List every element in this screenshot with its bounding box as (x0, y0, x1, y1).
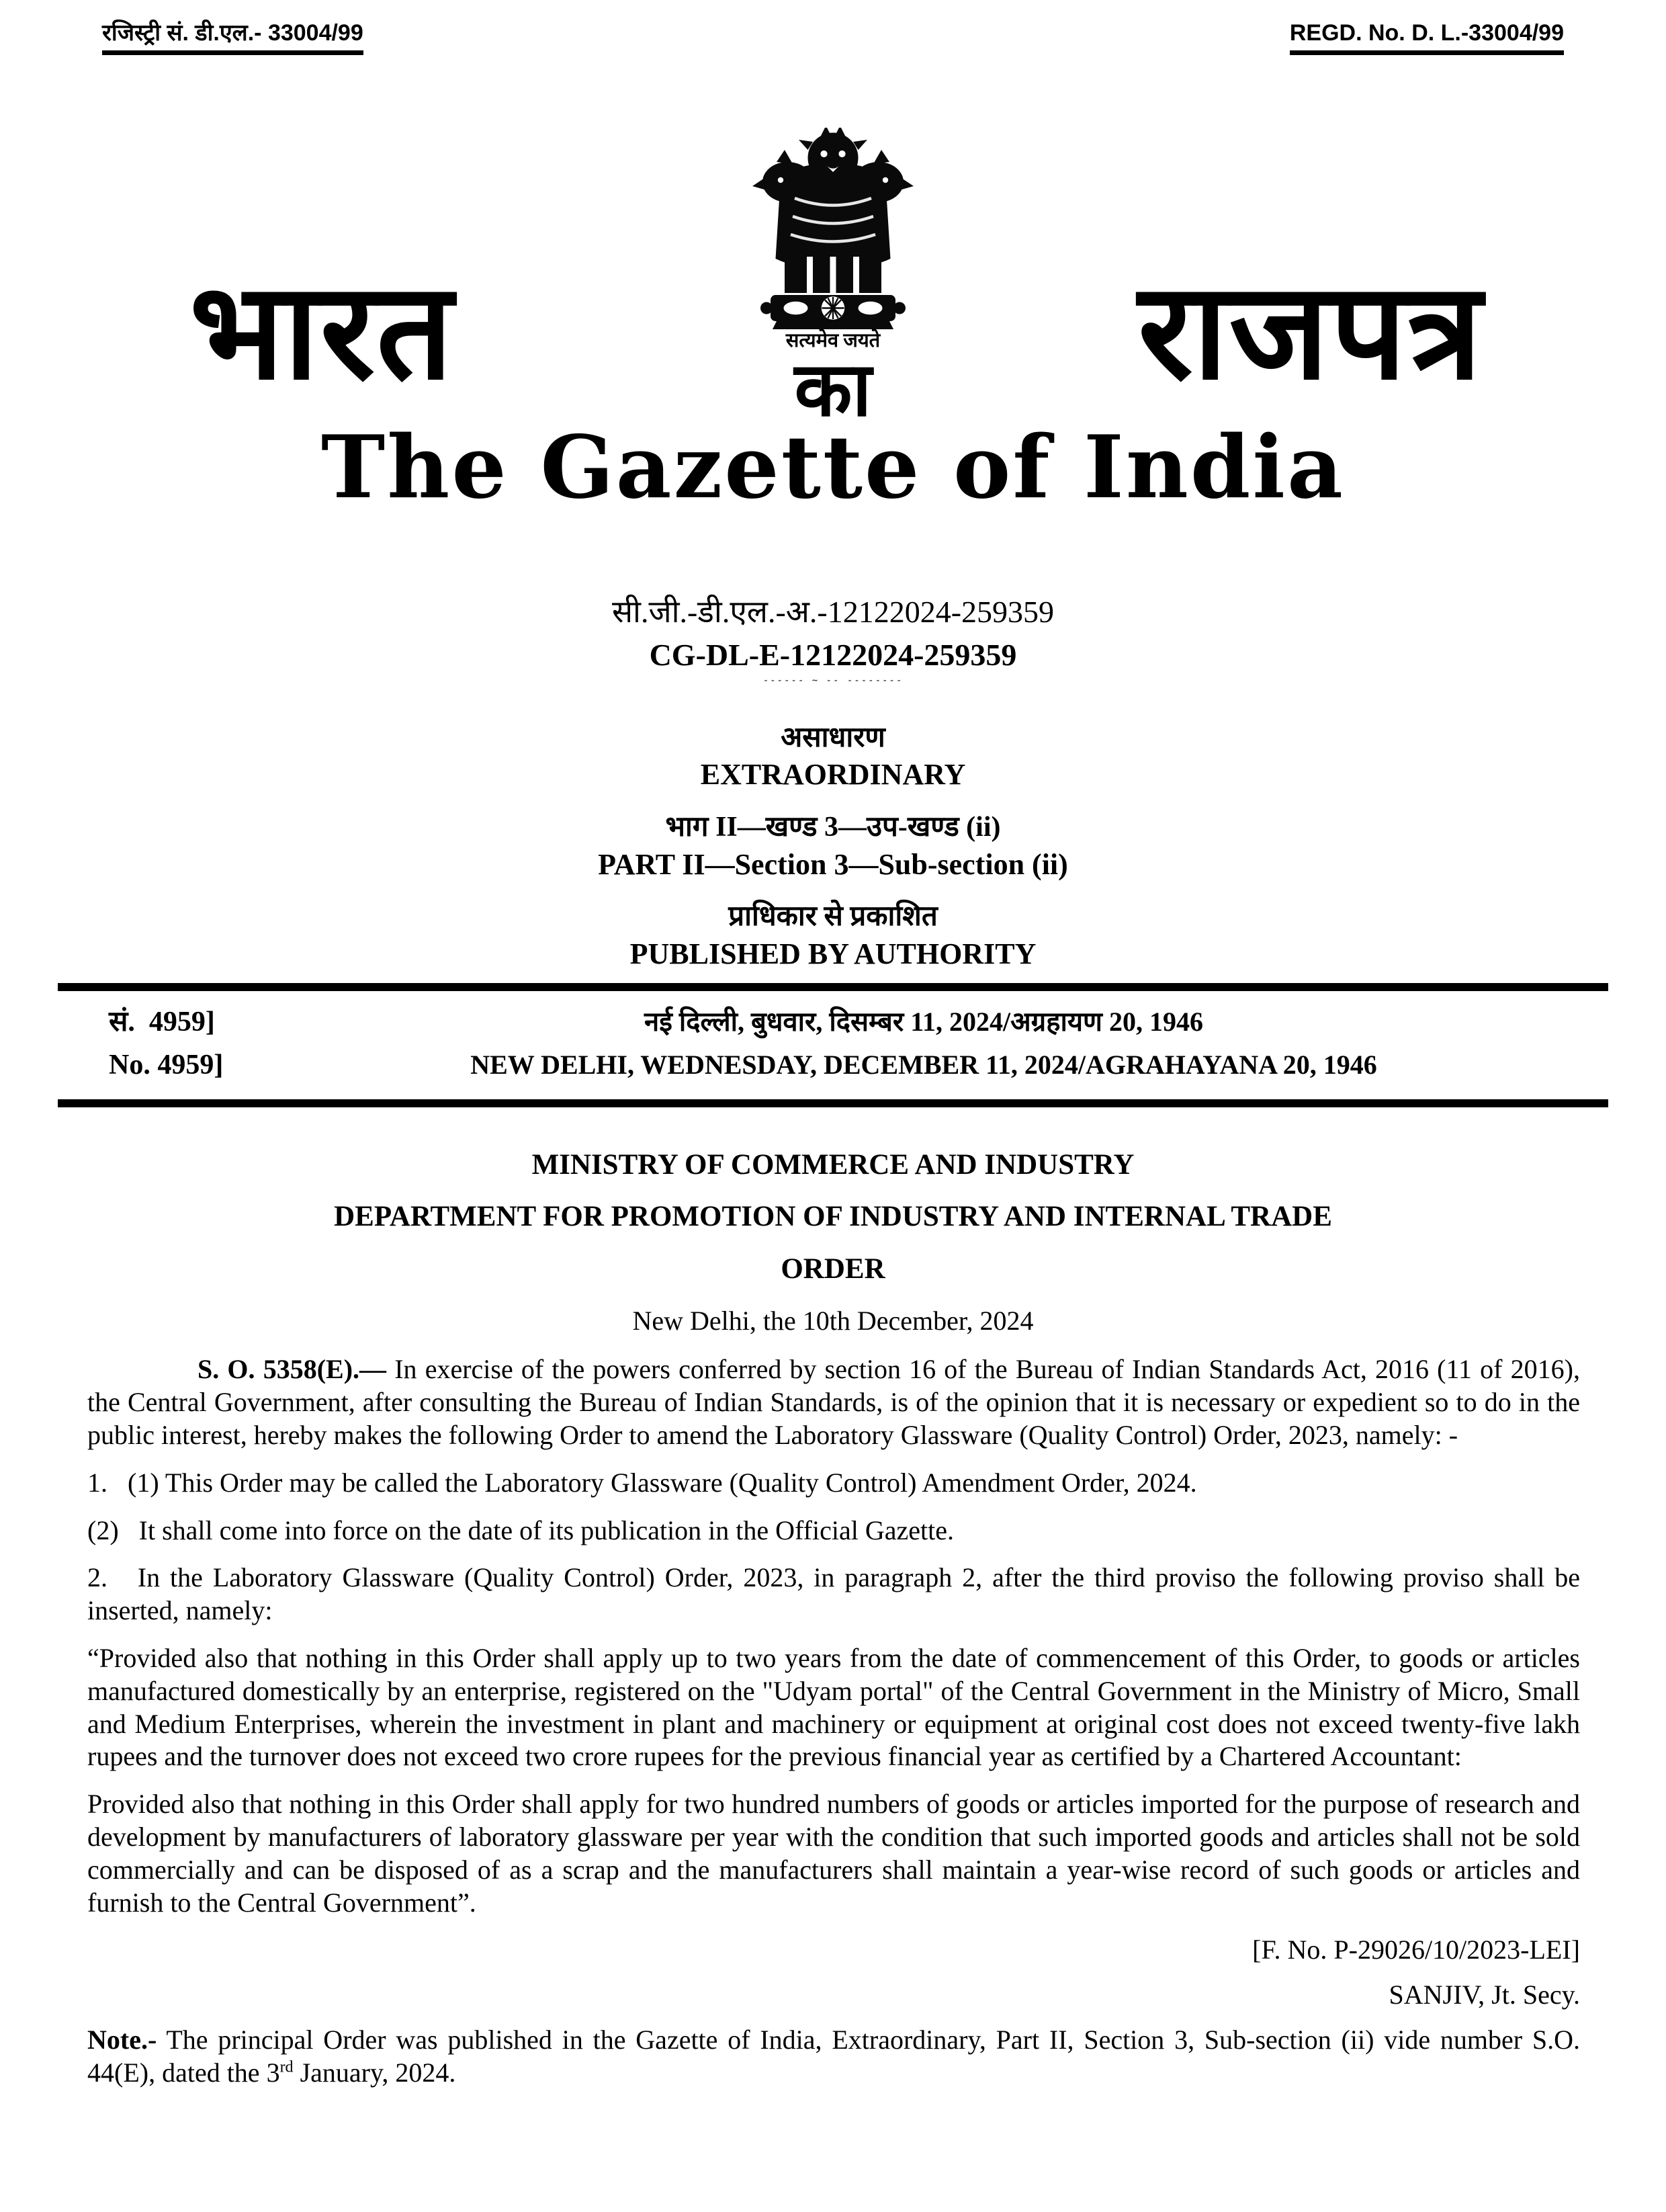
order-heading: ORDER (781, 1252, 885, 1285)
note-text-post: January, 2024. (293, 2057, 456, 2088)
classification-block (0, 721, 1666, 972)
double-rule-bottom (58, 1099, 1608, 1107)
masthead-word-ka: का (794, 348, 872, 432)
so-number: S. O. 5358(E).— (198, 1354, 387, 1385)
issue-date-english: NEW DELHI, WEDNESDAY, DECEMBER 11, 2024/AGRAHAYANA 20, 1946 (470, 1050, 1377, 1080)
masthead-word-bharat: भारत (189, 259, 455, 408)
code-divider-dashes: ------ ~ -- -------- (762, 675, 904, 687)
masthead (0, 128, 1666, 523)
gazette-code-block (0, 593, 1666, 686)
order-place-date: New Delhi, the 10th December, 2024 (632, 1306, 1034, 1336)
clause-1-2: (2) It shall come into force on the date of its publication in the Official Gazette. (87, 1515, 954, 1545)
clause-1-1: 1. (1) This Order may be called the Laboratory Glassware (Quality Control) Amendment Order, 2024. (87, 1467, 1197, 1498)
so-text: In exercise of the powers conferred by section 16 of the Bureau of Indian Standards Act, 2016 (11 of 2016), the Central Government, after consulting the Bureau of Indian Standards, is of the opinion that it is necessary or expedient so to do in the public interest, hereby makes the following Order to amend the Laboratory Glassware (Quality Control) Order, 2023, namely: - (87, 1354, 1580, 1451)
issue-header-block (0, 983, 1666, 1107)
registry-number-english: REGD. No. D. L.-33004/99 (1290, 20, 1564, 55)
issue-number-english: No. 4959] (109, 1050, 224, 1081)
part-section-english: PART II—Section 3—Sub-section (ii) (598, 847, 1068, 881)
note-text-pre: The principal Order was published in the Gazette of India, Extraordinary, Part II, Section 3, Sub-section (ii) vide number S.O. 44(E), dated the 3 (87, 2024, 1580, 2088)
department-name: DEPARTMENT FOR PROMOTION OF INDUSTRY AND INTERNAL TRADE (334, 1201, 1332, 1233)
note-paragraph (87, 2024, 1580, 2090)
clause-2: 2. In the Laboratory Glassware (Quality Control) Order, 2023, in paragraph 2, after the third proviso the following proviso shall be inserted, namely: (87, 1562, 1580, 1626)
ministry-heading (0, 1148, 1666, 1338)
authority-pair (0, 900, 1666, 972)
note-label: Note.- (87, 2024, 157, 2055)
gazette-code-hindi: सी.जी.-डी.एल.-अ.-12122024-259359 (611, 595, 1055, 630)
ministry-name: MINISTRY OF COMMERCE AND INDUSTRY (531, 1148, 1135, 1181)
authority-hindi: प्राधिकार से प्रकाशित (728, 901, 938, 933)
extraordinary-pair (0, 721, 1666, 793)
ashoka-lion-capital-icon (739, 128, 927, 329)
signature: SANJIV, Jt. Secy. (1389, 1980, 1580, 2010)
issue-row-english (0, 1048, 1666, 1083)
order-body (87, 1353, 1580, 2089)
issue-number-hindi: सं. 4959] (109, 1006, 215, 1037)
issue-date-hindi: नई दिल्ली, बुधवार, दिसम्बर 11, 2024/अग्रहायण 20, 1946 (644, 1006, 1203, 1037)
gazette-code-english: CG-DL-E-12122024-259359 (649, 637, 1017, 672)
emblem-stack (705, 128, 961, 432)
double-rule-top (58, 983, 1608, 991)
authority-english: PUBLISHED BY AUTHORITY (629, 937, 1037, 970)
proviso-2: Provided also that nothing in this Order shall apply for two hundred numbers of goods or articles imported for the purpose of research and development by manufacturers of laboratory glassware per year with the condition that such imported goods and articles shall not be sold commercially and can be disposed of as a scrap and the manufacturers shall maintain a year-wise record of such goods or articles and furnish to the Central Government”. (87, 1789, 1580, 1918)
part-section-pair (0, 810, 1666, 882)
file-number: [F. No. P-29026/10/2023-LEI] (1252, 1934, 1580, 1965)
proviso-1: “Provided also that nothing in this Order shall apply up to two years from the date of commencement of this Order, to goods or articles manufactured domestically by an enterprise, registered on the "Udyam portal" of the Central Government in the Ministry of Micro, Small and Medium Enterprises, wherein the investment in plant and machinery or equipment at original cost does not exceed twenty-five lakh rupees and the turnover does not exceed two crore rupees for the previous financial year as certified by a Chartered Accountant: (87, 1643, 1580, 1772)
extraordinary-english: EXTRAORDINARY (700, 758, 966, 792)
part-section-hindi: भाग II—खण्ड 3—उप-खण्ड (ii) (665, 812, 1001, 843)
so-paragraph (87, 1353, 1580, 1451)
note-ordinal-suffix: rd (279, 2058, 294, 2076)
extraordinary-hindi: असाधारण (781, 722, 885, 754)
masthead-word-rajpatra: राजपत्र (1137, 259, 1483, 408)
motto-satyameva-jayate: सत्यमेव जयते (785, 330, 881, 352)
issue-row-hindi (0, 1005, 1666, 1040)
registry-number-hindi: रजिस्ट्री सं. डी.एल.- 33004/99 (102, 20, 363, 55)
gazette-of-india-title: The Gazette of India (321, 417, 1345, 519)
registration-header (0, 0, 1666, 55)
